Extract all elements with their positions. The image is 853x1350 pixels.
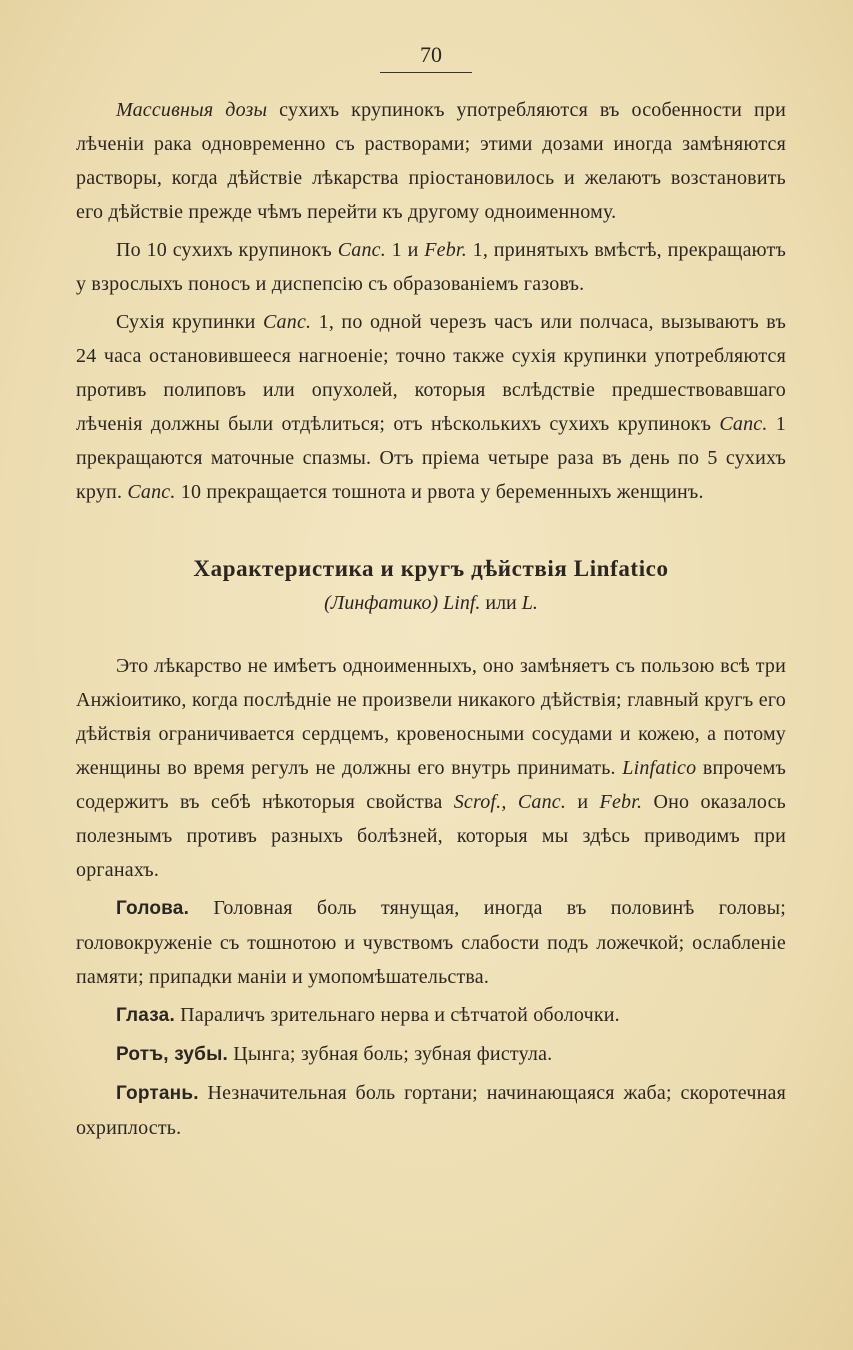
entry-term: Ротъ, зубы. — [116, 1044, 229, 1065]
section-subheading — [76, 587, 786, 619]
paragraph-text: 1 прекращаются маточные спазмы. Отъ пріема четыре раза въ день по 5 сухихъ круп. — [76, 413, 787, 503]
remedy-name: Canc. — [337, 239, 386, 261]
paragraph-lead-term: Массивныя дозы — [116, 99, 268, 121]
paragraph-text: сухихъ крупинокъ употребляются въ особенности при лѣченіи рака одновременно съ растворами; этими дозами иногда замѣняются растворы, когда дѣйствіе лѣкарства пріостановилось и желаютъ возстановить его дѣйствіе прежде чѣмъ перейти къ другому одноименному. — [76, 99, 786, 223]
entry-eyes — [76, 998, 786, 1033]
paragraph-text: Сухія крупинки — [116, 311, 263, 333]
subheading-name: (Линфатико) Linf. — [324, 592, 481, 614]
subheading-abbreviation: L. — [521, 592, 538, 614]
book-page — [76, 40, 786, 1340]
paragraph-dry-pills — [76, 305, 786, 509]
entry-text: Параличъ зрительнаго нерва и сѣтчатой оболочки. — [174, 1004, 620, 1026]
entry-mouth-teeth — [76, 1037, 786, 1072]
section-heading: Характеристика и кругъ дѣйствія Linfatico — [193, 556, 669, 581]
paragraph-text: Оно оказалось полезнымъ противъ разныхъ болѣзней, которыя мы здѣсь приводимъ при органахъ. — [76, 791, 787, 881]
paragraph-massive-doses — [76, 93, 786, 229]
entry-term: Гортань. — [116, 1083, 199, 1104]
remedy-name: Febr. — [424, 239, 467, 261]
paragraph-text: 1 и — [385, 239, 425, 261]
remedy-name: Canc. — [127, 481, 176, 503]
paragraph-text: 1, по одной черезъ часъ или полчаса, вызываютъ въ 24 часа остановившееся нагноеніе; точно также сухія крупинки употребляются противъ полиповъ или опухолей, которыя вслѣдствіе предшествовавшаго лѣченія должны были отдѣлиться; отъ нѣсколькихъ сухихъ крупинокъ — [76, 311, 786, 435]
paragraph-intro — [76, 649, 786, 887]
paragraph-text: 1, принятыхъ вмѣстѣ, прекращаютъ у взрослыхъ поносъ и диспепсію съ образованіемъ газовъ. — [76, 239, 787, 295]
entry-text: Цынга; зубная боль; зубная фистула. — [228, 1043, 553, 1065]
remedy-name: Canc. — [719, 413, 768, 435]
entry-text: Незначительная боль гортани; начинающаяся жаба; скоротечная охриплость. — [76, 1082, 786, 1139]
entry-text: Головная боль тянущая, иногда въ половинѣ головы; головокруженіе съ тошнотою и чувствомъ слабости подъ ложечкой; ослабленіе памяти; припадки маніи и умопомѣшательства. — [76, 897, 786, 988]
page-number: 70 — [420, 42, 442, 67]
page-number-rule — [380, 72, 472, 73]
remedy-name: Canc. — [263, 311, 312, 333]
paragraph-text: Это лѣкарство не имѣетъ одноименныхъ, оно замѣняетъ съ пользою всѣ три Анжіоитико, когда послѣдніе не произвели никакого дѣйствія; главный кругъ его дѣйствія ограничивается сердцемъ, кровеносными сосудами и кожею, а потому женщины во время регулъ не должны его внутрь принимать. — [76, 655, 786, 779]
entry-larynx — [76, 1076, 786, 1145]
entry-term: Голова. — [116, 898, 190, 919]
remedy-name: Scrof., Canc. — [453, 791, 567, 813]
paragraph-dosage-diarrhea — [76, 233, 786, 301]
entry-term: Глаза. — [116, 1005, 175, 1026]
paragraph-text: впрочемъ содержитъ въ себѣ нѣкоторыя свойства — [76, 757, 786, 813]
remedy-name: Linfatico — [622, 757, 697, 779]
page-content — [76, 93, 786, 1145]
remedy-name: Febr. — [599, 791, 643, 813]
subheading-conjunction: или — [480, 592, 522, 614]
paragraph-text: По 10 сухихъ крупинокъ — [116, 239, 338, 261]
paragraph-text: 10 прекращается тошнота и рвота у беременныхъ женщинъ. — [175, 481, 704, 503]
entry-head — [76, 891, 786, 994]
paragraph-text: и — [566, 791, 600, 813]
